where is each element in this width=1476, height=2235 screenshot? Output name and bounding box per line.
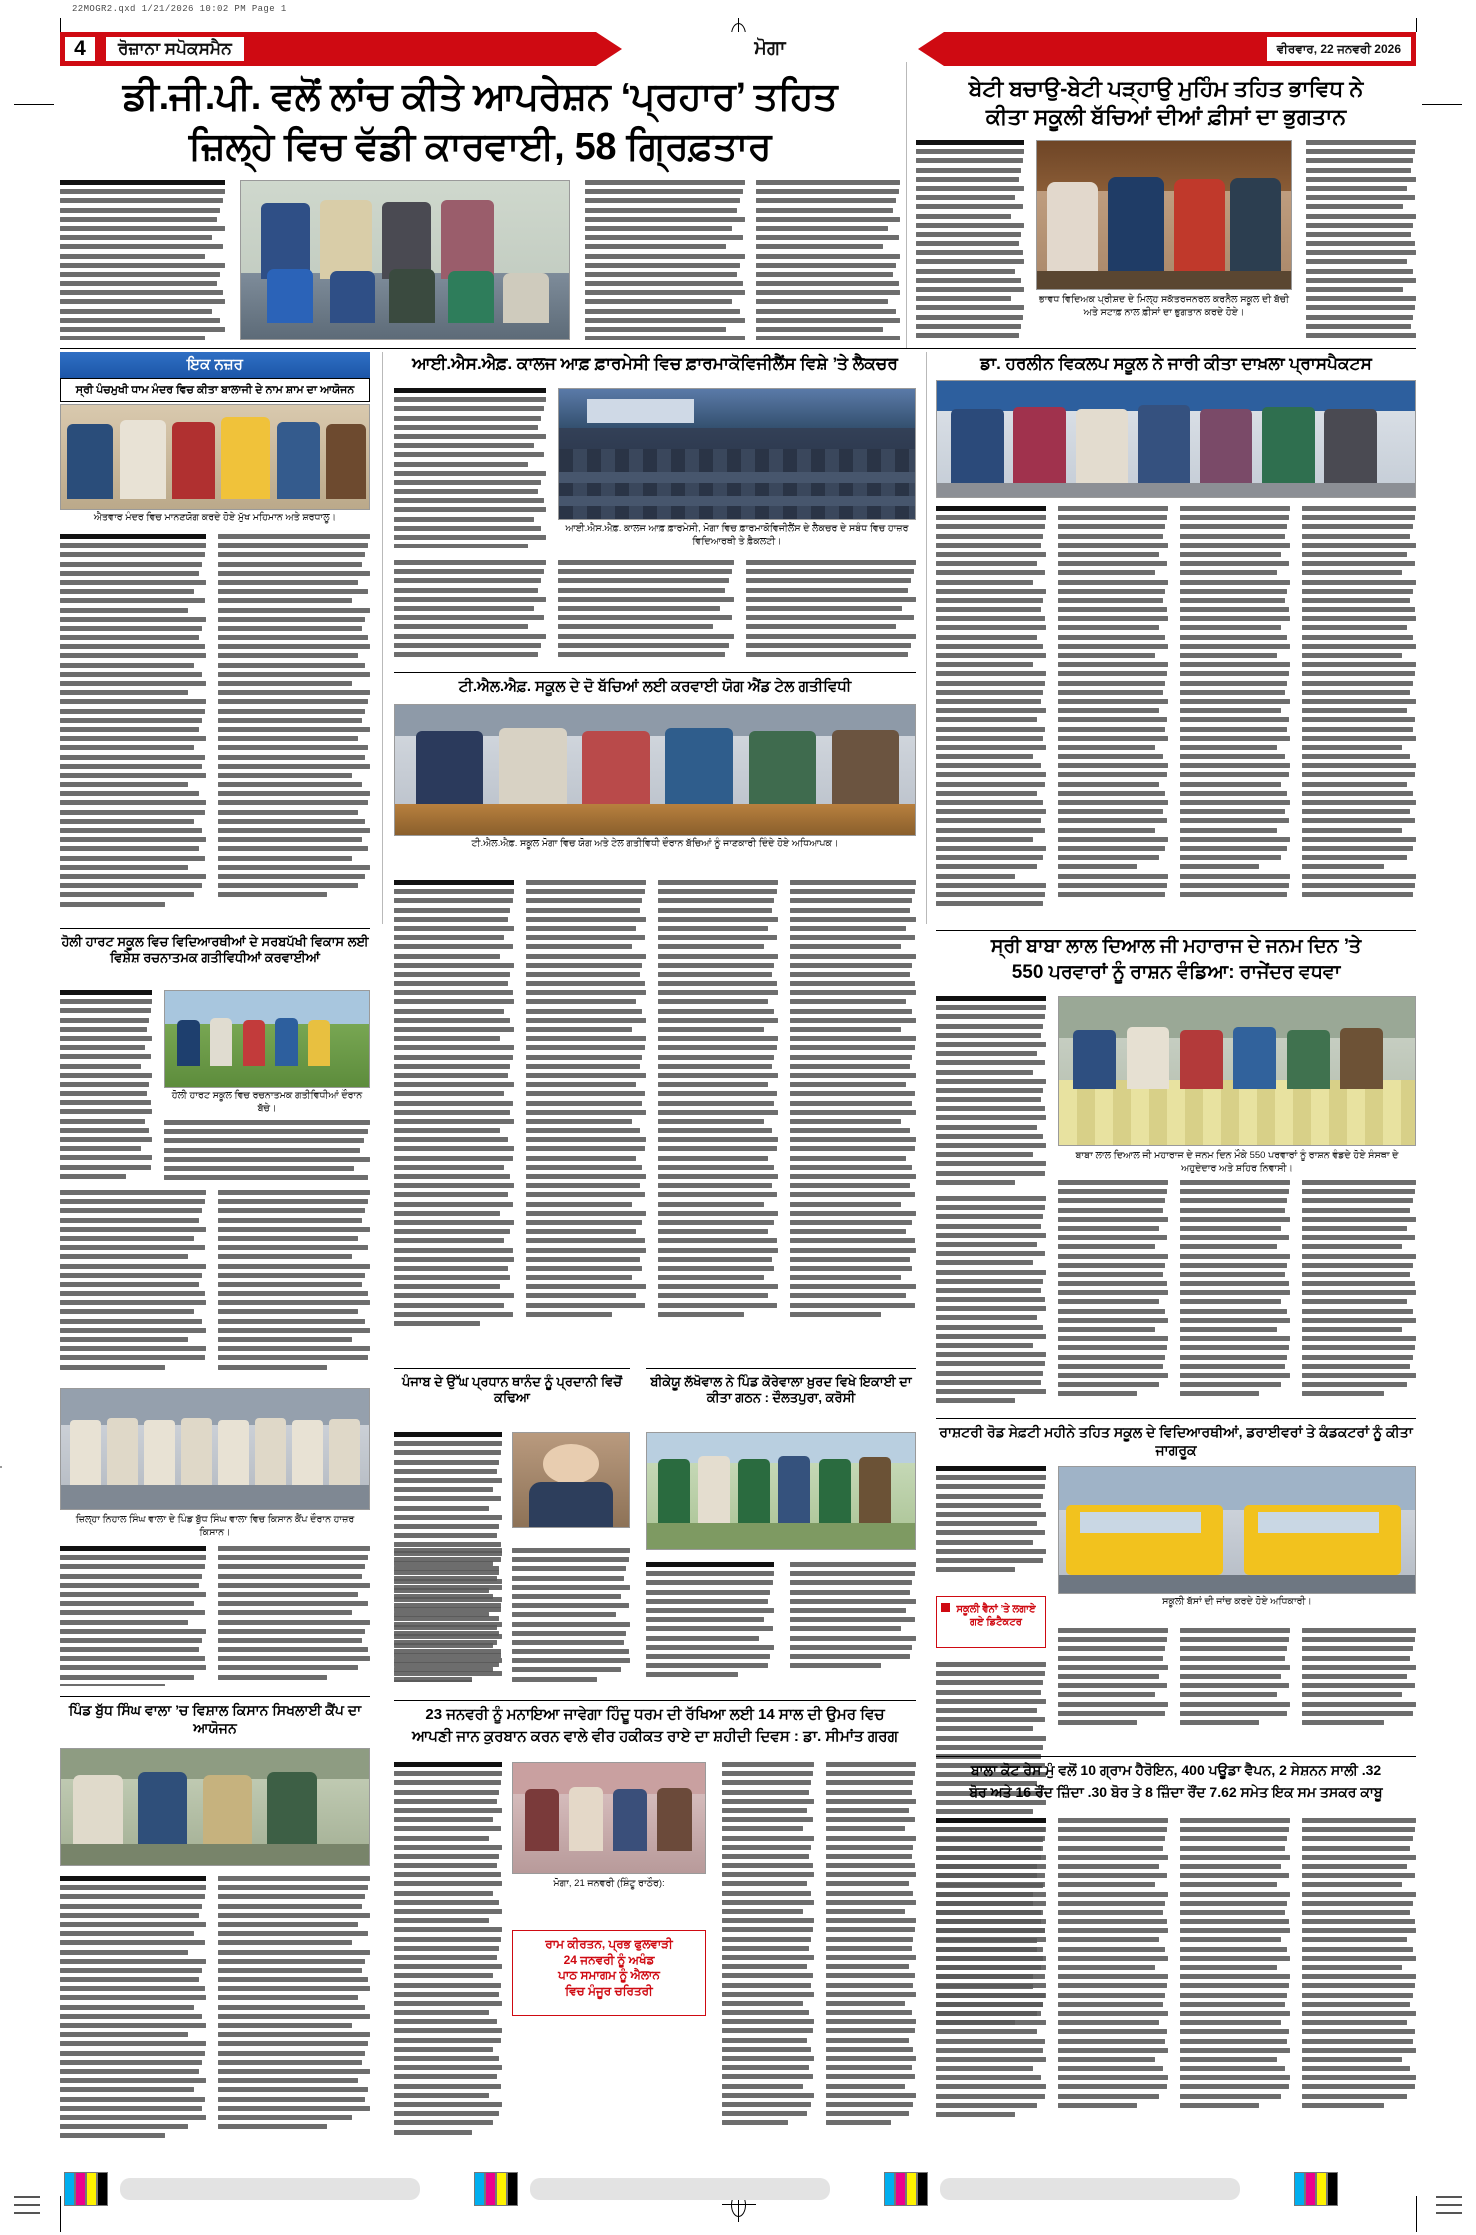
baba-lal-col1 [936,996,1046,1186]
bku-subhead: ਬੀਕੇਯੂ ਲੱਖੋਵਾਲ ਨੇ ਪਿੰਡ ਕੋਰੇਵਾਲਾ ਖ਼ੁਰਦ ਵਿਖੇ ਇਕਾਈ ਦਾ ਕੀਤਾ ਗਠਨ : ਦੌਲਤਪੁਰਾ, ਕਰੋਸੀ [650,1374,912,1406]
isf-col3 [558,560,734,660]
section-rule [936,1756,1416,1757]
section-rule [394,1368,630,1369]
harleen-col3 [1180,506,1290,922]
crop-mark [60,18,61,32]
school-vans-col1 [936,1466,1046,1578]
isf-subhead: ਆਈ.ਐਸ.ਐਫ਼. ਕਾਲਜ ਆਫ਼ ਫ਼ਾਰਮੇਸੀ ਵਿਚ ਫ਼ਾਰਮਾਕੋਵਿਜੀਲੈਂਸ ਵਿਸ਼ੇ ’ਤੇ ਲੈਕਚਰ [412,354,898,373]
lead-body-col1 [60,180,225,340]
kisan-camp-photo [60,1748,370,1866]
baba-lal-col5 [1302,1180,1416,1408]
shaheedi-col3 [826,1762,916,2156]
cmyk-bar [474,2172,518,2206]
isf-photo [558,388,916,520]
density-ladder [1436,2196,1462,2220]
weapon-haul-subhead-line1: ਬਾਲਾ ਕੋਟ ਰੇਸ ਮੁੰ ਵਲੋਂ 10 ਗ੍ਰਾਮ ਹੈਰੋਇਨ, 400 ਪਊਡਾ ਵੈਪਨ, 2 ਸੇਸ਼ਨਨ ਸਾਲੀ .32 [970,1762,1382,1778]
school-vans-col3 [1058,1628,1168,1738]
masthead [60,32,1416,66]
column-divider [382,352,383,924]
edition-name: ਮੋਗਾ [754,38,786,59]
kisan-camp-col1 [60,1876,206,2156]
pravachan-col2 [394,1548,502,1690]
lead-headline-line1: ਡੀ.ਜੀ.ਪੀ. ਵਲੋਂ ਲਾਂਚ ਕੀਤੇ ਆਪਰੇਸ਼ਨ ‘ਪ੍ਰਹਾਰ’ ਤਹਿਤ [122,76,838,118]
shaheedi-col1 [394,1762,502,2156]
topright-headline-line1: ਬੇਟੀ ਬਚਾਉ-ਬੇਟੀ ਪੜ੍ਹਾਉ ਮੁਹਿੰਮ ਤਹਿਤ ਭਾਵਿਧ ਨੇ [968,76,1364,101]
weapon-haul-subhead-line2: ਬੋਰ ਅਤੇ 16 ਰੌਂਦ ਜ਼ਿੰਦਾ .30 ਬੋਰ ਤੇ 8 ਜ਼ਿੰਦਾ ਰੌਂਦ 7.62 ਸਮੇਤ ਇਕ ਸਮ ਤਸਕਰ ਕਾਬੂ [969,1784,1383,1800]
shaheedi-callout [512,1930,706,2016]
density-ladder [14,2196,40,2220]
printer-slug: 22MOGR2.qxd 1/21/2026 10:02 PM Page 1 [72,4,287,14]
kisan-group-caption: ਜ਼ਿਲ੍ਹਾ ਨਿਹਾਲ ਸਿੰਘ ਵਾਲਾ ਦੇ ਪਿੰਡ ਬੁੱਧ ਸਿੰਘ ਵਾਲਾ ਵਿਚ ਕਿਸਾਨ ਕੈਂਪ ਦੌਰਾਨ ਹਾਜ਼ਰ ਕਿਸਾਨ। [75,1514,355,1538]
bullet-square-icon [941,1603,950,1612]
section-rule [936,1418,1416,1419]
harleen-photo [936,380,1416,498]
school-vans-subhead: ਰਾਸ਼ਟਰੀ ਰੋਡ ਸੇਫ਼ਟੀ ਮਹੀਨੇ ਤਹਿਤ ਸਕੂਲ ਦੇ ਵਿਦਿਆਰਥੀਆਂ, ਡਰਾਈਵਰਾਂ ਤੇ ਕੰਡਕਟਰਾਂ ਨੂੰ ਕੀਤਾ ਜਾਗਰੂਕ [939,1424,1413,1458]
topright-dateline [916,140,1024,145]
harleen-col4 [1302,506,1416,922]
tl-school-col1 [394,880,514,1360]
ik-nazar-col1 [60,534,206,924]
pravachan-portrait [512,1432,630,1528]
school-vans-col5 [1302,1628,1416,1738]
baba-lal-col3 [1058,1180,1168,1408]
cmyk-bar [1294,2172,1338,2206]
weapon-haul-col3 [1180,1818,1290,2156]
crop-mark [60,2196,61,2232]
topright-photo [1036,140,1292,290]
grey-bar [940,2178,1240,2200]
holi-heart-subhead: ਹੋਲੀ ਹਾਰਟ ਸਕੂਲ ਵਿਚ ਵਿਦਿਆਰਥੀਆਂ ਦੇ ਸਰਬਪੱਖੀ ਵਿਕਾਸ ਲਈ ਵਿਸ਼ੇਸ਼ ਰਚਨਾਤਮਕ ਗਤੀਵਿਧੀਆਂ ਕਰਵਾਈਆਂ [61,934,369,966]
school-vans-col4 [1180,1628,1290,1738]
pravachan-col3 [512,1548,630,1690]
kisan-group-photo [60,1388,370,1510]
ik-nazar-banner: ਇਕ ਨਜ਼ਰ [60,352,370,378]
kisan-camp-subhead: ਪਿੰਡ ਬੁੱਧ ਸਿੰਘ ਵਾਲਾ ’ਚ ਵਿਸ਼ਾਲ ਕਿਸਾਨ ਸਿਖਲਾਈ ਕੈਂਪ ਦਾ ਆਯੋਜਨ [68,1702,362,1736]
shaheedi-caption: ਮੋਗਾ, 21 ਜਨਵਰੀ (ਸ਼ਿੰਟੂ ਰਾਠੌਰ): [553,1878,665,1889]
tl-school-col2 [526,880,646,1360]
paper-name: ਰੋਜ਼ਾਨਾ ਸਪੋਕਸਮੈਨ [104,35,246,63]
harleen-subhead: ਡਾ. ਹਰਲੀਨ ਵਿਕਲਪ ਸਕੂਲ ਨੇ ਜਾਰੀ ਕੀਤਾ ਦਾਖ਼ਲਾ ਪ੍ਰਾਸਪੈਕਟਸ [980,354,1372,373]
baba-lal-col4 [1180,1180,1290,1408]
section-rule [646,1368,916,1369]
column-divider [926,352,927,924]
crop-mark [1416,18,1417,32]
shaheedi-callout-line2: 24 ਜਨਵਰੀ ਨੂੰ ਅਖੰਡ [563,1952,655,1967]
weapon-haul-col2 [1058,1818,1168,2156]
section-rule [60,348,1416,349]
isf-col4 [746,560,916,660]
holi-heart-col3 [60,1190,206,1380]
holi-heart-caption: ਹੋਲੀ ਹਾਰਟ ਸਕੂਲ ਵਿਚ ਰਚਨਾਤਮਕ ਗਤੀਵਿਧੀਆਂ ਦੌਰਾਨ ਬੱਚੇ। [171,1090,363,1114]
tl-school-subhead: ਟੀ.ਐਲ.ਐਫ਼. ਸਕੂਲ ਦੇ ਦੋ ਬੱਚਿਆਂ ਲਈ ਕਰਵਾਈ ਯੋਗ ਐਂਡ ਟੇਲ ਗਤੀਵਿਧੀ [458,678,852,695]
lead-dateline [60,180,225,185]
baba-lal-subhead-line1: ਸ੍ਰੀ ਬਾਬਾ ਲਾਲ ਦਿਆਲ ਜੀ ਮਹਾਰਾਜ ਦੇ ਜਨਮ ਦਿਨ ’ਤੇ [990,936,1362,957]
kisan-camp-col2 [218,1876,370,2156]
holi-heart-photo [164,990,370,1088]
weapon-haul-col4 [1302,1818,1416,2156]
lead-headline-line2: ਜ਼ਿਲ੍ਹੇ ਵਿਚ ਵੱਡੀ ਕਾਰਵਾਈ, 58 ਗ੍ਰਿਫ਼ਤਾਰ [188,126,772,168]
tl-school-col4 [790,880,916,1360]
holi-heart-col4 [218,1190,370,1380]
grey-bar [530,2178,830,2200]
cmyk-bar [64,2172,108,2206]
lead-body-col3 [756,180,900,340]
baba-lal-col2 [936,1196,1046,1408]
shaheedi-photo [512,1762,706,1874]
holi-heart-col2 [164,1120,370,1180]
tl-school-caption: ਟੀ.ਐਲ.ਐਫ਼. ਸਕੂਲ ਮੋਗਾ ਵਿਚ ਯੋਗ ਅਤੇ ਟੇਲ ਗਤੀਵਿਧੀ ਦੌਰਾਨ ਬੱਚਿਆਂ ਨੂੰ ਜਾਣਕਾਰੀ ਦਿੰਦੇ ਹੋਏ ਅਧਿਆਪਕ। [471,838,839,849]
school-vans-callout-line1: ਸਕੂਲੀ ਵੈਨਾਂ ’ਤੇ ਲਗਾਏ [956,1604,1036,1615]
ik-nazar-subhead: ਸ੍ਰੀ ਪੰਚਮੁਖੀ ਧਾਮ ਮੰਦਰ ਵਿਚ ਕੀਤਾ ਬਾਲਾਜੀ ਦੇ ਨਾਮ ਸ਼ਾਮ ਦਾ ਆਯੋਜਨ [75,384,355,396]
isf-caption: ਆਈ.ਐਸ.ਐਫ਼. ਕਾਲਜ ਆਫ਼ ਫ਼ਾਰਮੇਸੀ, ਮੋਗਾ ਵਿਚ ਫ਼ਾਰਮਾਕੋਵਿਜੀਲੈਂਸ ਦੇ ਲੈਕਚਰ ਦੇ ਸਬੰਧ ਵਿਚ ਹਾਜ਼ਰ ਵਿਦਿਆਰਥੀ ਤੇ ਫ਼ੈਕਲਟੀ। [565,523,909,547]
topright-photo-caption: ਭਾਵਧ ਵਿਦਿਅਕ ਪ੍ਰੀਸ਼ਦ ਦੇ ਮਿਲ੍ਹ ਸਕੱਤਰਜਨਰਲ ਕਰਨੈਲ ਸਕੂਲ ਦੀ ਬੱਚੀ ਅਤੇ ਸਟਾਫ਼ ਨਾਲ ਫ਼ੀਸਾਂ ਦਾ ਭੁਗਤਾਨ ਕਰਦੇ ਹੋਏ। [1038,294,1290,318]
shaheedi-callout-line3: ਪਾਠ ਸਮਾਗਮ ਨੂੰ ਐਲਾਨ [558,1968,660,1983]
page-number: 4 [63,35,97,63]
punjab-pravachan-subhead: ਪੰਜਾਬ ਦੇ ਉੱਘ ਪ੍ਰਧਾਨ ਥਾਨੰਦ ਨੂੰ ਪ੍ਰਦਾਨੀ ਵਿਚੋਂ ਕਢਿਆ [401,1374,623,1406]
shaheedi-col2 [722,1762,814,2156]
crop-mark [1416,2196,1417,2232]
school-vans-photo [1058,1466,1416,1594]
section-rule [60,1696,370,1697]
publication-date: ਵੀਰਵਾਰ, 22 ਜਨਵਰੀ 2026 [1266,36,1412,62]
shaheedi-callout-line4: ਵਿਚ ਮੰਜੂਰ ਚਰਿਤਰੀ [565,1983,653,1998]
isf-col1 [394,388,546,548]
school-vans-caption: ਸਕੂਲੀ ਬੱਸਾਂ ਦੀ ਜਾਂਚ ਕਰਦੇ ਹੋਏ ਅਧਿਕਾਰੀ। [1162,1596,1312,1607]
section-rule [60,928,370,929]
school-vans-callout [936,1596,1046,1648]
shaheedi-subhead-line1: 23 ਜਨਵਰੀ ਨੂੰ ਮਨਾਇਆ ਜਾਵੇਗਾ ਹਿੰਦੂ ਧਰਮ ਦੀ ਰੱਖਿਆ ਲਈ 14 ਸਾਲ ਦੀ ਉਮਰ ਵਿਚ [425,1706,885,1723]
topright-body-col2 [1306,140,1416,340]
baba-lal-caption: ਬਾਬਾ ਲਾਲ ਦਿਆਲ ਜੀ ਮਹਾਰਾਜ ਦੇ ਜਨਮ ਦਿਨ ਮੌਕੇ 550 ਪਰਵਾਰਾਂ ਨੂੰ ਰਾਸ਼ਨ ਵੰਡਦੇ ਹੋਏ ਸੰਸਥਾ ਦੇ ਅਹੁਦੇਦਾਰ ਅਤੇ ਸ਼ਹਿਰ ਨਿਵਾਸੀ। [1075,1150,1399,1174]
shaheedi-callout-line1: ਰਾਮ ਕੀਰਤਨ, ਪ੍ਰਭ ਫੁਲਵਾੜੀ [545,1937,673,1951]
spacer [0,1466,2,1468]
cmyk-bar [884,2172,928,2206]
section-rule [936,930,1416,931]
crop-mark [14,104,54,105]
bku-col2 [790,1562,916,1692]
shaheedi-subhead-line2: ਆਪਣੀ ਜਾਨ ਕੁਰਬਾਨ ਕਰਨ ਵਾਲੇ ਵੀਰ ਹਕੀਕਤ ਰਾਏ ਦਾ ਸ਼ਹੀਦੀ ਦਿਵਸ : ਡਾ. ਸੀਮਾਂਤ ਗਰਗ [411,1728,899,1745]
harleen-col1 [936,506,1046,922]
lead-photo [240,180,570,340]
topright-headline-line2: ਕੀਤਾ ਸਕੂਲੀ ਬੱਚਿਆਂ ਦੀਆਂ ਫ਼ੀਸਾਂ ਦਾ ਭੁਗਤਾਨ [985,104,1347,129]
ik-nazar-col2 [218,534,370,924]
tl-school-photo [394,704,916,836]
kisan-col2 [218,1546,370,1686]
baba-lal-subhead-line2: 550 ਪਰਵਾਰਾਂ ਨੂੰ ਰਾਸ਼ਨ ਵੰਡਿਆ: ਰਾਜੇਂਦਰ ਵਧਵਾ [1011,962,1341,983]
ik-nazar-caption: ਐਤਵਾਰ ਮੰਦਰ ਵਿਚ ਮਾਨਣਯੋਗ ਕਰਦੇ ਹੋਏ ਮੁੱਖ ਮਹਿਮਾਨ ਅਤੇ ਸ਼ਰਧਾਲੂ। [93,512,337,523]
section-rule [394,1700,916,1701]
bku-photo [646,1432,916,1550]
tl-school-col3 [658,880,778,1360]
baba-lal-photo [1058,996,1416,1146]
harleen-col2 [1058,506,1168,922]
topright-body-col1 [916,140,1024,340]
grey-bar [120,2178,420,2200]
weapon-haul-col1 [936,1818,1046,2156]
school-vans-callout-line2: ਗਏ ਡਿਟੈਕਟਰ [970,1617,1022,1628]
holi-heart-col1 [60,990,152,1180]
bku-col1 [646,1562,774,1692]
lead-body-col2 [585,180,745,340]
crop-mark [1422,104,1462,105]
section-rule [394,672,916,673]
column-divider [906,62,907,348]
kisan-col1 [60,1546,206,1686]
isf-col2 [394,560,546,660]
ik-nazar-subhead-box [60,378,370,402]
ik-nazar-photo [60,404,370,510]
